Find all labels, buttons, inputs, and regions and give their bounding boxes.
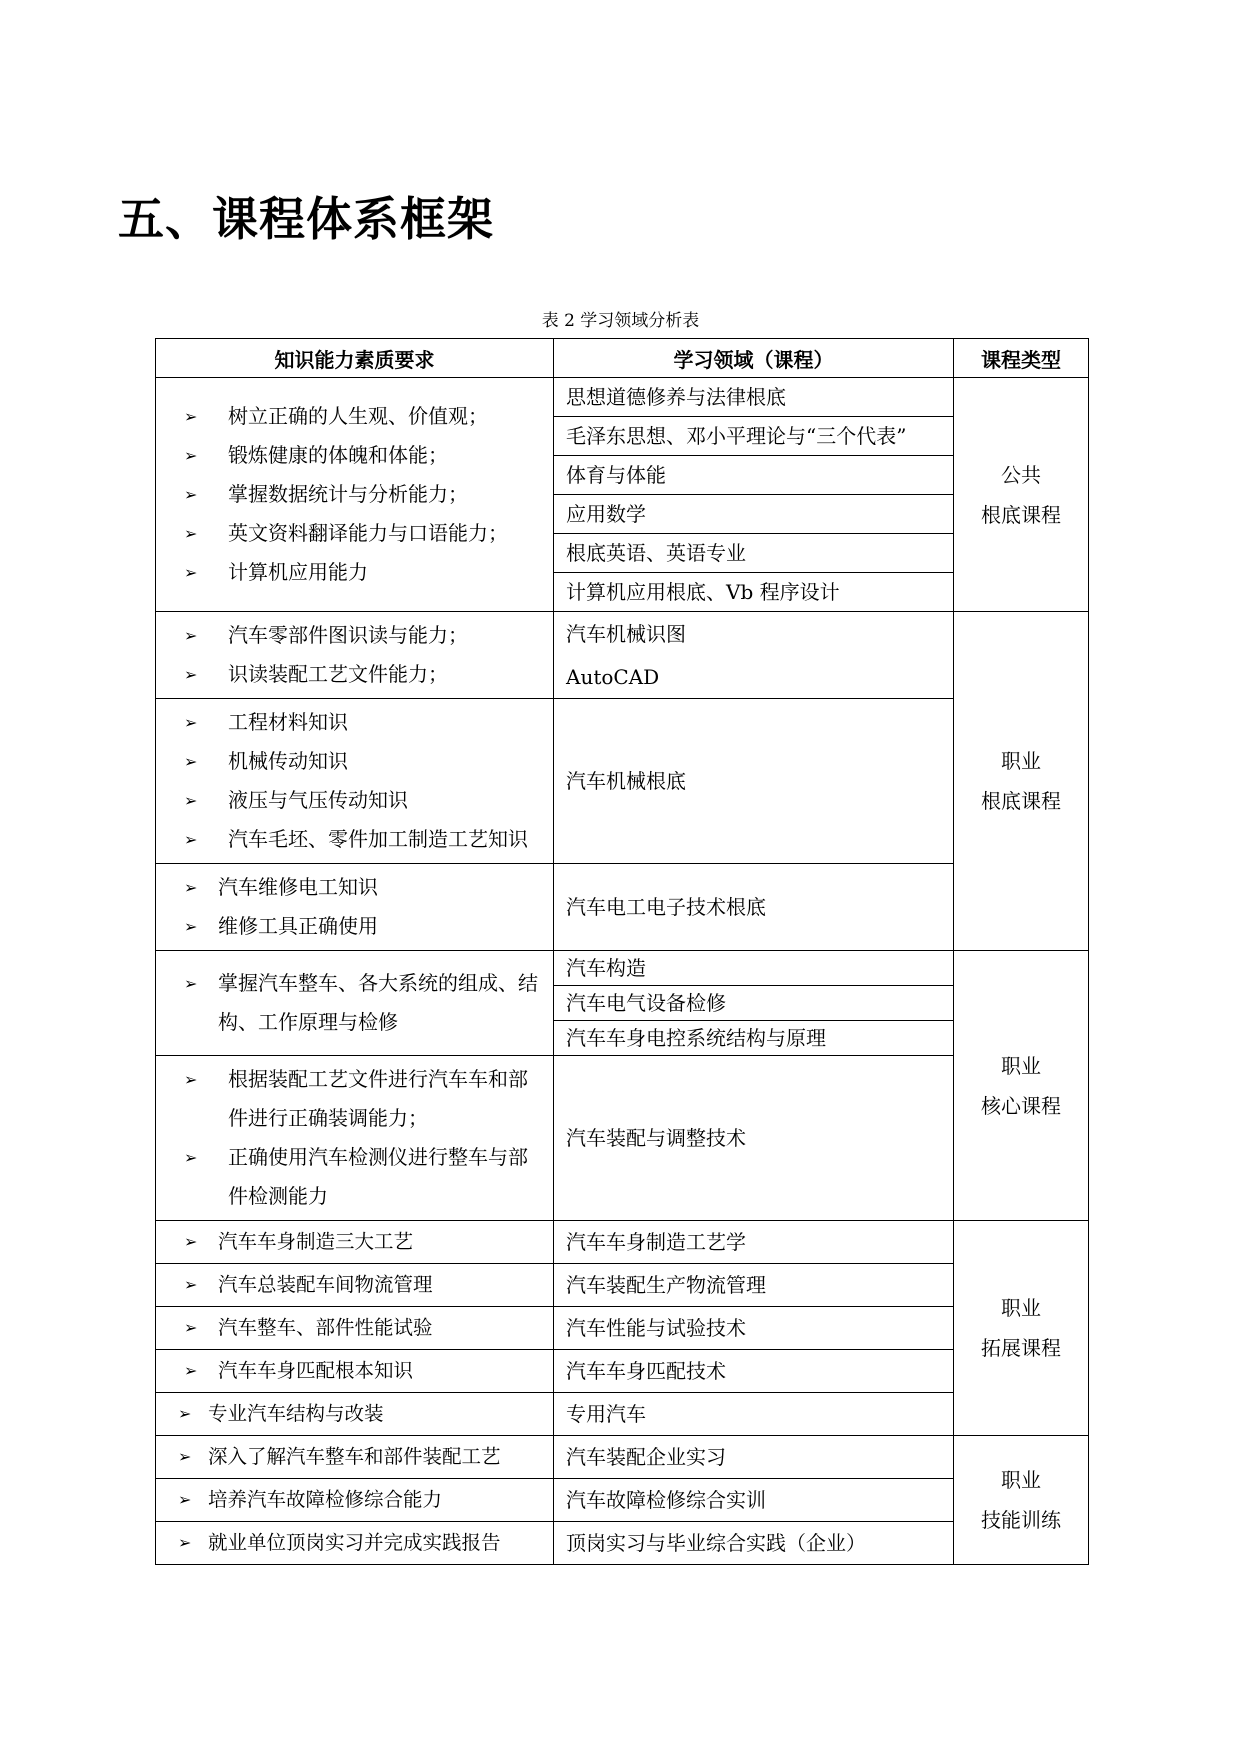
- requirement-item: ➢ 汽车维修电工知识: [184, 868, 545, 907]
- header-requirements: 知识能力素质要求: [156, 339, 554, 378]
- course-type-cell: [954, 378, 1089, 612]
- requirements-cell: [156, 951, 554, 1056]
- course-type-line: 职业: [1001, 1468, 1041, 1492]
- header-courses: 学习领域（课程）: [554, 339, 954, 378]
- table-row: [156, 378, 1089, 417]
- requirement-item: ➢ 维修工具正确使用: [184, 907, 545, 946]
- course-type-cell: [954, 1221, 1089, 1436]
- requirement-item: ➢ 根据装配工艺文件进行汽车车和部件进行正确装调能力；: [184, 1060, 545, 1138]
- requirement-item: ➢ 汽车毛坯、零件加工制造工艺知识: [184, 820, 545, 859]
- course-cell: 汽车电工电子技术根底: [554, 864, 954, 951]
- course-type-line: 技能训练: [981, 1508, 1061, 1532]
- table-row: [156, 612, 1089, 656]
- table-row: [156, 951, 1089, 986]
- course-cell: 体育与体能: [554, 456, 954, 495]
- requirements-cell: [156, 1307, 554, 1350]
- learning-area-table: [155, 338, 1089, 1565]
- requirement-item: ➢ 机械传动知识: [184, 742, 545, 781]
- course-cell: 汽车车身匹配技术: [554, 1350, 954, 1393]
- requirements-cell: [156, 1350, 554, 1393]
- course-cell: 汽车车身电控系统结构与原理: [554, 1021, 954, 1056]
- requirement-item: ➢ 工程材料知识: [184, 703, 545, 742]
- course-cell: 汽车机械根底: [554, 699, 954, 864]
- table-caption: 表 2 学习领域分析表: [541, 311, 700, 331]
- requirements-cell: [156, 378, 554, 612]
- course-cell: 汽车装配企业实习: [554, 1436, 954, 1479]
- course-cell: 汽车性能与试验技术: [554, 1307, 954, 1350]
- table-row: [156, 1393, 1089, 1436]
- course-cell: 汽车机械识图: [554, 612, 954, 656]
- table-row: [156, 864, 1089, 951]
- course-cell: 汽车车身制造工艺学: [554, 1221, 954, 1264]
- requirements-cell: [156, 1056, 554, 1221]
- course-cell: 汽车电气设备检修: [554, 986, 954, 1021]
- course-type-line: 职业: [1001, 749, 1041, 773]
- requirement-item: ➢ 就业单位顶岗实习并完成实践报告: [178, 1526, 545, 1560]
- requirement-item: ➢ 深入了解汽车整车和部件装配工艺: [178, 1440, 545, 1474]
- requirement-item: ➢ 汽车车身制造三大工艺: [184, 1225, 545, 1259]
- course-cell: 应用数学: [554, 495, 954, 534]
- course-type-line: 核心课程: [981, 1093, 1061, 1118]
- requirements-cell: [156, 1479, 554, 1522]
- course-type-line: 根底课程: [981, 502, 1061, 527]
- requirements-cell: [156, 1221, 554, 1264]
- course-cell: 思想道德修养与法律根底: [554, 378, 954, 417]
- requirement-item: ➢ 汽车整车、部件性能试验: [184, 1311, 545, 1345]
- requirement-item: ➢ 液压与气压传动知识: [184, 781, 545, 820]
- course-cell: AutoCAD: [554, 655, 954, 699]
- requirement-item: ➢ 汽车零部件图识读与能力；: [184, 616, 545, 655]
- requirements-cell: [156, 1264, 554, 1307]
- course-cell: 汽车故障检修综合实训: [554, 1479, 954, 1522]
- requirement-item: ➢ 计算机应用能力: [184, 553, 545, 592]
- requirement-item: ➢ 专业汽车结构与改装: [178, 1397, 545, 1431]
- table-row: [156, 1479, 1089, 1522]
- requirement-item: ➢ 识读装配工艺文件能力；: [184, 655, 545, 694]
- course-cell: 汽车装配生产物流管理: [554, 1264, 954, 1307]
- requirement-item: ➢ 掌握汽车整车、各大系统的组成、结构、工作原理与检修: [184, 964, 545, 1042]
- table-row: [156, 1221, 1089, 1264]
- requirements-cell: [156, 864, 554, 951]
- table-row: [156, 699, 1089, 864]
- table-row: [156, 1307, 1089, 1350]
- requirements-cell: [156, 699, 554, 864]
- requirement-item: ➢ 英文资料翻译能力与口语能力；: [184, 514, 545, 553]
- course-cell: 根底英语、英语专业: [554, 534, 954, 573]
- table-header-row: [156, 339, 1089, 378]
- course-type-line: 职业: [1001, 1053, 1041, 1078]
- requirement-item: ➢ 掌握数据统计与分析能力；: [184, 475, 545, 514]
- requirement-item: ➢ 正确使用汽车检测仪进行整车与部件检测能力: [184, 1138, 545, 1216]
- course-cell: 毛泽东思想、邓小平理论与“三个代表”: [554, 417, 954, 456]
- course-type-line: 根底课程: [981, 789, 1061, 813]
- table-row: [156, 1350, 1089, 1393]
- course-type-cell: [954, 1436, 1089, 1565]
- requirement-item: ➢ 锻炼健康的体魄和体能；: [184, 436, 545, 475]
- course-cell: 顶岗实习与毕业综合实践（企业）: [554, 1522, 954, 1565]
- course-cell: 计算机应用根底、Vb 程序设计: [554, 573, 954, 612]
- course-type-cell: [954, 951, 1089, 1221]
- requirement-item: ➢ 汽车车身匹配根本知识: [184, 1354, 545, 1388]
- course-type-line: 公共: [1001, 462, 1041, 487]
- requirements-cell: [156, 1393, 554, 1436]
- course-cell: 汽车构造: [554, 951, 954, 986]
- course-cell: 专用汽车: [554, 1393, 954, 1436]
- course-type-line: 职业: [1001, 1296, 1041, 1320]
- requirement-item: ➢ 树立正确的人生观、价值观；: [184, 397, 545, 436]
- requirement-item: ➢ 汽车总装配车间物流管理: [184, 1268, 545, 1302]
- table-row: [156, 1436, 1089, 1479]
- course-type-line: 拓展课程: [981, 1336, 1061, 1360]
- table-row: [156, 1056, 1089, 1221]
- table-row: [156, 1264, 1089, 1307]
- course-type-cell: [954, 612, 1089, 951]
- requirements-cell: [156, 1436, 554, 1479]
- requirements-cell: [156, 612, 554, 699]
- table-row: [156, 1522, 1089, 1565]
- requirements-cell: [156, 1522, 554, 1565]
- header-course-type: 课程类型: [954, 339, 1089, 378]
- course-cell: 汽车装配与调整技术: [554, 1056, 954, 1221]
- requirement-item: ➢ 培养汽车故障检修综合能力: [178, 1483, 545, 1517]
- page-title: 五、课程体系框架: [118, 192, 494, 246]
